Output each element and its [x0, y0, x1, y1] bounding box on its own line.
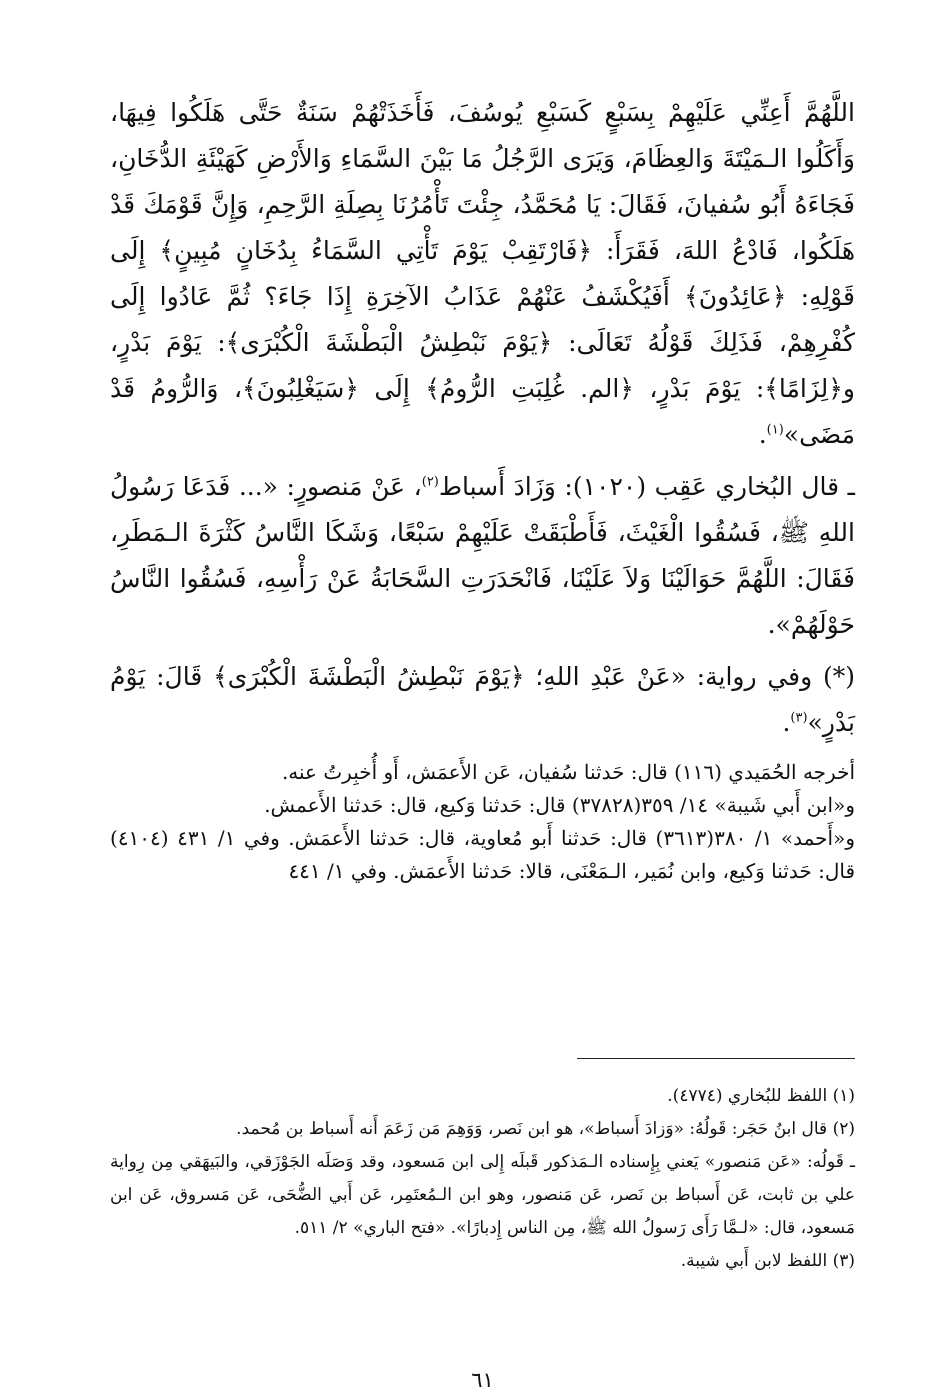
takhrij-section: [110, 756, 855, 888]
page-body: [110, 90, 856, 1392]
footnote-1: (١) اللفظ للبُخاري (٤٧٧٤).: [667, 1086, 855, 1106]
takhrij-line-3: و«أَحمد» ١/ ٣٨٠(٣٦١٣) قال: حَدثنا أَبو مُعاوية، قال: حَدثنا الأَعمَش. وفي ١/ ٤٣١ (٤١٠٤) قال: حَدثنا وَكيع، وابن نُمَير، الـمَعْنَى، قالا: حَدثنا الأَعمَش. وفي ١/ ٤٤١: [110, 826, 855, 883]
hadith-paragraph-2: [110, 464, 855, 648]
footnote-2-continued: ـ قَولُه: «عَن مَنصور» يَعني بِإِسناده الـمَذكور قَبلَه إِلى ابن مَسعود، وقد وَصَلَه الجَوْزَقي، والبَيهَقي مِن رِواية علي بن ثابت، عَن أَسباط بن نَصر، عَن مَنصور، وهو ابن الـمُعتَمِر، عَن أَبي الضُّحَى، عَن مَسروق، عَن ابن مَسعود، قال: «لـمَّا رَأَى رَسولُ الله ﷺ، مِن الناس إِدبارًا». «فتح الباري» ٢/ ٥١١.: [110, 1152, 855, 1238]
hadith-paragraph-3: [110, 654, 855, 746]
hadith-paragraph-3-end: .: [782, 708, 791, 737]
hadith-paragraph-3-text: (*) وفي رواية: «عَنْ عَبْدِ اللهِ؛ ﴿يَوْمَ نَبْطِشُ الْبَطْشَةَ الْكُبْرَى﴾ قَالَ: يَوْمُ بَدْرٍ»: [110, 662, 855, 737]
footnote-divider: [577, 1058, 855, 1059]
footnote-ref-3: (٣): [790, 710, 808, 726]
hadith-paragraph-1-text: اللَّهُمَّ أَعِنِّي عَلَيْهِمْ بِسَبْعٍ كَسَبْعِ يُوسُفَ، فَأَخَذَتْهُمْ سَنَةٌ حَتَّى هَلَكُوا فِيهَا، وَأَكَلُوا الـمَيْتَةَ وَالعِظَامَ، وَيَرَى الرَّجُلُ مَا بَيْنَ السَّمَاءِ وَالأَرْضِ كَهَيْئَةِ الدُّخَانِ، فَجَاءَهُ أَبُو سُفيانَ، فَقَالَ: يَا مُحَمَّدُ، جِئْتَ تَأْمُرُنَا بِصِلَةِ الرَّحِمِ، وَإِنَّ قَوْمَكَ قَدْ هَلَكُوا، فَادْعُ اللهَ، فَقَرَأَ: ﴿فَارْتَقِبْ يَوْمَ تَأْتِي السَّمَاءُ بِدُخَانٍ مُبِينٍ﴾ إِلَى قَوْلِهِ: ﴿عَائِدُونَ﴾ أَفَيُكْشَفُ عَنْهُمْ عَذَابُ الآخِرَةِ إِذَا جَاءَ؟ ثُمَّ عَادُوا إِلَى كُفْرِهِمْ، فَذَلِكَ قَوْلُهُ تَعَالَى: ﴿يَوْمَ نَبْطِشُ الْبَطْشَةَ الْكُبْرَى﴾: يَوْمَ بَدْرٍ، و﴿لِزَامًا﴾: يَوْمَ بَدْرٍ، ﴿الم. غُلِبَتِ الرُّومُ﴾ إِلَى ﴿سَيَغْلِبُونَ﴾، وَالرُّومُ قَدْ مَضَى»: [110, 98, 855, 449]
hadith-paragraph-2-rest: ، عَنْ مَنصورٍ: «... فَدَعَا رَسُولُ اللهِ ﷺ، فَسُقُوا الْغَيْثَ، فَأَطْبَقَتْ عَلَيْهِمْ سَبْعًا، وَشَكَا النَّاسُ كَثْرَةَ الـمَطَرِ، فَقَالَ: اللَّهُمَّ حَوَالَيْنَا وَلاَ عَلَيْنَا، فَانْحَدَرَتِ السَّحَابَةُ عَنْ رَأْسِهِ، فَسُقُوا النَّاسُ حَوْلَهُمْ».: [110, 472, 855, 639]
hadith-paragraph-1: اللَّهُمَّ أَعِنِّي عَلَيْهِمْ بِسَبْعٍ كَسَبْعِ يُوسُفَ، فَأَخَذَتْهُمْ سَنَةٌ حَتَّى هَلَكُوا فِيهَا، وَأَكَلُوا الـمَيْتَةَ وَالعِظَامَ، وَيَرَى الرَّجُلُ مَا بَيْنَ السَّمَاءِ وَالأَرْضِ كَهَيْئَةِ الدُّخَانِ، فَجَاءَهُ أَبُو سُفيانَ، فَقَالَ: يَا مُحَمَّدُ، جِئْتَ تَأْمُرُنَا بِصِلَةِ الرَّحِمِ، وَإِنَّ قَوْمَكَ قَدْ هَلَكُوا، فَادْعُ اللهَ، فَقَرَأَ: ﴿فَارْتَقِبْ يَوْمَ تَأْتِي السَّمَاءُ بِدُخَانٍ مُبِينٍ﴾ إِلَى قَوْلِهِ: ﴿عَائِدُونَ﴾ أَفَيُكْشَفُ عَنْهُمْ عَذَابُ الآخِرَةِ إِذَا جَاءَ؟ ثُمَّ عَادُوا إِلَى كُفْرِهِمْ، فَذَلِكَ قَوْلُهُ تَعَالَى: ﴿يَوْمَ نَبْطِشُ الْبَطْشَةَ الْكُبْرَى﴾: يَوْمَ بَدْرٍ، و﴿لِزَامًا﴾: يَوْمَ بَدْرٍ، ﴿الم. غُلِبَتِ الرُّومُ﴾ إِلَى ﴿سَيَغْلِبُونَ﴾، وَالرُّومُ قَدْ مَضَى»$^{(١)}$.: [110, 98, 855, 449]
footnote-ref-1: (١): [766, 422, 784, 438]
hadith-paragraph-2-lead: ـ قال البُخاري عَقِب (١٠٢٠): وَزَادَ أَسباط: [438, 472, 856, 501]
takhrij-line-2: و«ابن أَبي شَيبة» ١٤/ ٣٥٩(٣٧٨٢٨) قال: حَدثنا وَكيع، قال: حَدثنا الأَعمش.: [264, 793, 855, 817]
page-number: ٦١: [471, 1368, 494, 1392]
footnote-2: (٢) قال ابنُ حَجَر: قَولُهُ: «وَزادَ أَسباط»، هو ابن نَصر، وَوَهِمَ مَن زَعَمَ أَنه أَسباط بن مُحمد.: [236, 1119, 855, 1139]
footnote-3: (٣) اللفظ لابن أَبي شيبة.: [680, 1251, 855, 1271]
takhrij-line-1: أخرجه الحُمَيدي (١١٦) قال: حَدثنا سُفيان، عَن الأَعمَش، أَو أُخبِرتُ عنه.: [281, 760, 855, 784]
footnote-ref-2: (٢): [421, 474, 439, 490]
hadith-text: [110, 90, 855, 746]
footnotes: [110, 1080, 855, 1278]
